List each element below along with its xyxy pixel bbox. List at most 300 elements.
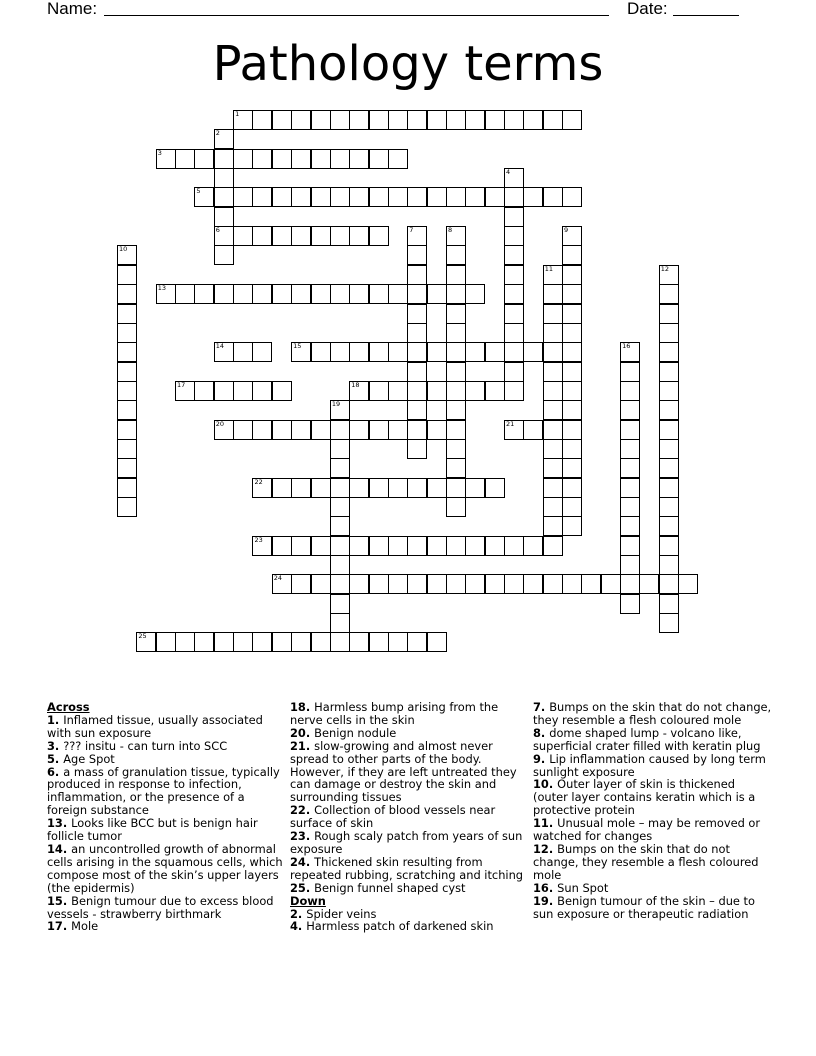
grid-cell[interactable] — [349, 342, 369, 362]
grid-cell[interactable] — [330, 574, 350, 594]
grid-cell[interactable] — [369, 187, 389, 207]
grid-cell[interactable] — [659, 342, 679, 362]
grid-cell[interactable] — [562, 304, 582, 324]
grid-cell[interactable] — [214, 149, 234, 169]
grid-cell[interactable] — [117, 245, 137, 265]
grid-cell[interactable] — [543, 458, 563, 478]
grid-cell[interactable] — [446, 265, 466, 285]
grid-cell[interactable] — [272, 574, 292, 594]
grid-cell[interactable] — [407, 381, 427, 401]
grid-cell[interactable] — [272, 381, 292, 401]
grid-cell[interactable] — [214, 168, 234, 188]
grid-cell[interactable] — [504, 207, 524, 227]
grid-cell[interactable] — [407, 478, 427, 498]
grid-cell[interactable] — [330, 594, 350, 614]
grid-cell[interactable] — [233, 110, 253, 130]
grid-cell[interactable] — [504, 381, 524, 401]
grid-cell[interactable] — [562, 362, 582, 382]
grid-cell[interactable] — [272, 632, 292, 652]
grid-cell[interactable] — [369, 342, 389, 362]
grid-cell[interactable] — [117, 400, 137, 420]
grid-cell[interactable] — [562, 497, 582, 517]
grid-cell[interactable] — [562, 381, 582, 401]
grid-cell[interactable] — [620, 400, 640, 420]
grid-cell[interactable] — [136, 632, 156, 652]
grid-cell[interactable] — [620, 555, 640, 575]
grid-cell[interactable] — [214, 129, 234, 149]
grid-cell[interactable] — [427, 420, 447, 440]
grid-cell[interactable] — [233, 381, 253, 401]
grid-cell[interactable] — [446, 400, 466, 420]
grid-cell[interactable] — [543, 304, 563, 324]
grid-cell[interactable] — [659, 613, 679, 633]
grid-cell[interactable] — [291, 632, 311, 652]
grid-cell[interactable] — [117, 439, 137, 459]
grid-cell[interactable] — [272, 149, 292, 169]
grid-cell[interactable] — [117, 362, 137, 382]
grid-cell[interactable] — [407, 420, 427, 440]
grid-cell[interactable] — [504, 323, 524, 343]
grid-cell[interactable] — [659, 574, 679, 594]
grid-cell[interactable] — [233, 420, 253, 440]
grid-cell[interactable] — [214, 284, 234, 304]
grid-cell[interactable] — [639, 574, 659, 594]
grid-cell[interactable] — [117, 420, 137, 440]
grid-cell[interactable] — [117, 304, 137, 324]
grid-cell[interactable] — [252, 478, 272, 498]
grid-cell[interactable] — [543, 284, 563, 304]
grid-cell[interactable] — [523, 187, 543, 207]
grid-cell[interactable] — [485, 381, 505, 401]
grid-cell[interactable] — [330, 439, 350, 459]
grid-cell[interactable] — [620, 516, 640, 536]
grid-cell[interactable] — [330, 613, 350, 633]
grid-cell[interactable] — [407, 245, 427, 265]
grid-cell[interactable] — [407, 362, 427, 382]
grid-cell[interactable] — [543, 381, 563, 401]
grid-cell[interactable] — [330, 342, 350, 362]
grid-cell[interactable] — [369, 381, 389, 401]
grid-cell[interactable] — [504, 284, 524, 304]
grid-cell[interactable] — [659, 362, 679, 382]
grid-cell[interactable] — [446, 304, 466, 324]
grid-cell[interactable] — [388, 632, 408, 652]
grid-cell[interactable] — [562, 420, 582, 440]
grid-cell[interactable] — [311, 574, 331, 594]
grid-cell[interactable] — [446, 574, 466, 594]
grid-cell[interactable] — [388, 187, 408, 207]
grid-cell[interactable] — [659, 265, 679, 285]
grid-cell[interactable] — [407, 536, 427, 556]
grid-cell[interactable] — [233, 149, 253, 169]
grid-cell[interactable] — [562, 226, 582, 246]
grid-cell[interactable] — [562, 245, 582, 265]
grid-cell[interactable] — [369, 226, 389, 246]
grid-cell[interactable] — [620, 594, 640, 614]
grid-cell[interactable] — [427, 478, 447, 498]
grid-cell[interactable] — [349, 381, 369, 401]
grid-cell[interactable] — [427, 574, 447, 594]
grid-cell[interactable] — [407, 187, 427, 207]
grid-cell[interactable] — [194, 284, 214, 304]
grid-cell[interactable] — [272, 110, 292, 130]
grid-cell[interactable] — [330, 110, 350, 130]
grid-cell[interactable] — [562, 342, 582, 362]
grid-cell[interactable] — [427, 632, 447, 652]
grid-cell[interactable] — [620, 574, 640, 594]
grid-cell[interactable] — [388, 381, 408, 401]
grid-cell[interactable] — [465, 342, 485, 362]
grid-cell[interactable] — [562, 284, 582, 304]
grid-cell[interactable] — [214, 226, 234, 246]
grid-cell[interactable] — [330, 149, 350, 169]
grid-cell[interactable] — [407, 304, 427, 324]
grid-cell[interactable] — [369, 420, 389, 440]
grid-cell[interactable] — [620, 478, 640, 498]
grid-cell[interactable] — [562, 323, 582, 343]
grid-cell[interactable] — [659, 516, 679, 536]
grid-cell[interactable] — [117, 458, 137, 478]
grid-cell[interactable] — [407, 323, 427, 343]
grid-cell[interactable] — [214, 187, 234, 207]
grid-cell[interactable] — [465, 187, 485, 207]
grid-cell[interactable] — [446, 187, 466, 207]
grid-cell[interactable] — [330, 226, 350, 246]
grid-cell[interactable] — [252, 110, 272, 130]
grid-cell[interactable] — [117, 381, 137, 401]
grid-cell[interactable] — [291, 420, 311, 440]
grid-cell[interactable] — [620, 536, 640, 556]
grid-cell[interactable] — [427, 342, 447, 362]
grid-cell[interactable] — [291, 574, 311, 594]
grid-cell[interactable] — [446, 458, 466, 478]
grid-cell[interactable] — [562, 400, 582, 420]
grid-cell[interactable] — [291, 226, 311, 246]
grid-cell[interactable] — [465, 110, 485, 130]
grid-cell[interactable] — [446, 362, 466, 382]
grid-cell[interactable] — [117, 497, 137, 517]
grid-cell[interactable] — [175, 149, 195, 169]
grid-cell[interactable] — [214, 420, 234, 440]
grid-cell[interactable] — [601, 574, 621, 594]
grid-cell[interactable] — [369, 284, 389, 304]
grid-cell[interactable] — [562, 478, 582, 498]
grid-cell[interactable] — [620, 458, 640, 478]
grid-cell[interactable] — [233, 342, 253, 362]
grid-cell[interactable] — [659, 478, 679, 498]
grid-cell[interactable] — [214, 245, 234, 265]
grid-cell[interactable] — [562, 187, 582, 207]
grid-cell[interactable] — [446, 284, 466, 304]
grid-cell[interactable] — [504, 420, 524, 440]
grid-cell[interactable] — [562, 574, 582, 594]
grid-cell[interactable] — [659, 381, 679, 401]
grid-cell[interactable] — [291, 342, 311, 362]
grid-cell[interactable] — [311, 149, 331, 169]
grid-cell[interactable] — [504, 342, 524, 362]
grid-cell[interactable] — [427, 187, 447, 207]
grid-cell[interactable] — [504, 536, 524, 556]
grid-cell[interactable] — [369, 478, 389, 498]
grid-cell[interactable] — [465, 574, 485, 594]
grid-cell[interactable] — [659, 555, 679, 575]
grid-cell[interactable] — [214, 632, 234, 652]
grid-cell[interactable] — [291, 110, 311, 130]
grid-cell[interactable] — [620, 439, 640, 459]
grid-cell[interactable] — [659, 400, 679, 420]
grid-cell[interactable] — [330, 632, 350, 652]
grid-cell[interactable] — [388, 110, 408, 130]
grid-cell[interactable] — [194, 149, 214, 169]
grid-cell[interactable] — [311, 187, 331, 207]
grid-cell[interactable] — [678, 574, 698, 594]
grid-cell[interactable] — [349, 226, 369, 246]
grid-cell[interactable] — [523, 110, 543, 130]
grid-cell[interactable] — [543, 400, 563, 420]
grid-cell[interactable] — [543, 110, 563, 130]
grid-cell[interactable] — [523, 536, 543, 556]
grid-cell[interactable] — [446, 323, 466, 343]
grid-cell[interactable] — [504, 265, 524, 285]
grid-cell[interactable] — [485, 478, 505, 498]
grid-cell[interactable] — [311, 536, 331, 556]
grid-cell[interactable] — [659, 323, 679, 343]
grid-cell[interactable] — [369, 574, 389, 594]
grid-cell[interactable] — [291, 284, 311, 304]
grid-cell[interactable] — [659, 439, 679, 459]
grid-cell[interactable] — [175, 632, 195, 652]
grid-cell[interactable] — [388, 536, 408, 556]
grid-cell[interactable] — [465, 284, 485, 304]
grid-cell[interactable] — [349, 420, 369, 440]
grid-cell[interactable] — [543, 516, 563, 536]
grid-cell[interactable] — [446, 342, 466, 362]
grid-cell[interactable] — [117, 284, 137, 304]
grid-cell[interactable] — [330, 516, 350, 536]
grid-cell[interactable] — [388, 149, 408, 169]
grid-cell[interactable] — [252, 149, 272, 169]
grid-cell[interactable] — [543, 342, 563, 362]
grid-cell[interactable] — [311, 478, 331, 498]
grid-cell[interactable] — [446, 497, 466, 517]
grid-cell[interactable] — [485, 574, 505, 594]
grid-cell[interactable] — [427, 284, 447, 304]
grid-cell[interactable] — [504, 574, 524, 594]
grid-cell[interactable] — [330, 284, 350, 304]
name-field[interactable] — [104, 15, 609, 16]
grid-cell[interactable] — [272, 226, 292, 246]
grid-cell[interactable] — [543, 187, 563, 207]
grid-cell[interactable] — [446, 536, 466, 556]
grid-cell[interactable] — [349, 574, 369, 594]
grid-cell[interactable] — [659, 304, 679, 324]
grid-cell[interactable] — [620, 497, 640, 517]
grid-cell[interactable] — [523, 420, 543, 440]
grid-cell[interactable] — [427, 110, 447, 130]
grid-cell[interactable] — [194, 632, 214, 652]
grid-cell[interactable] — [156, 149, 176, 169]
grid-cell[interactable] — [311, 420, 331, 440]
grid-cell[interactable] — [330, 497, 350, 517]
grid-cell[interactable] — [504, 168, 524, 188]
grid-cell[interactable] — [562, 265, 582, 285]
grid-cell[interactable] — [252, 284, 272, 304]
grid-cell[interactable] — [369, 149, 389, 169]
grid-cell[interactable] — [330, 555, 350, 575]
grid-cell[interactable] — [543, 574, 563, 594]
grid-cell[interactable] — [543, 536, 563, 556]
grid-cell[interactable] — [620, 381, 640, 401]
grid-cell[interactable] — [659, 536, 679, 556]
grid-cell[interactable] — [349, 149, 369, 169]
grid-cell[interactable] — [252, 381, 272, 401]
grid-cell[interactable] — [311, 110, 331, 130]
grid-cell[interactable] — [446, 439, 466, 459]
grid-cell[interactable] — [504, 110, 524, 130]
grid-cell[interactable] — [272, 478, 292, 498]
grid-cell[interactable] — [349, 632, 369, 652]
grid-cell[interactable] — [388, 342, 408, 362]
grid-cell[interactable] — [388, 574, 408, 594]
grid-cell[interactable] — [659, 594, 679, 614]
grid-cell[interactable] — [543, 420, 563, 440]
grid-cell[interactable] — [349, 478, 369, 498]
grid-cell[interactable] — [156, 632, 176, 652]
grid-cell[interactable] — [272, 536, 292, 556]
grid-cell[interactable] — [330, 536, 350, 556]
grid-cell[interactable] — [252, 632, 272, 652]
grid-cell[interactable] — [117, 265, 137, 285]
grid-cell[interactable] — [659, 420, 679, 440]
grid-cell[interactable] — [156, 284, 176, 304]
grid-cell[interactable] — [252, 420, 272, 440]
grid-cell[interactable] — [446, 420, 466, 440]
grid-cell[interactable] — [659, 497, 679, 517]
grid-cell[interactable] — [562, 458, 582, 478]
grid-cell[interactable] — [369, 110, 389, 130]
grid-cell[interactable] — [543, 265, 563, 285]
grid-cell[interactable] — [233, 284, 253, 304]
grid-cell[interactable] — [523, 574, 543, 594]
grid-cell[interactable] — [504, 304, 524, 324]
grid-cell[interactable] — [117, 478, 137, 498]
grid-cell[interactable] — [620, 420, 640, 440]
grid-cell[interactable] — [543, 362, 563, 382]
grid-cell[interactable] — [485, 187, 505, 207]
grid-cell[interactable] — [311, 226, 331, 246]
grid-cell[interactable] — [407, 400, 427, 420]
grid-cell[interactable] — [311, 342, 331, 362]
grid-cell[interactable] — [581, 574, 601, 594]
grid-cell[interactable] — [446, 110, 466, 130]
grid-cell[interactable] — [620, 362, 640, 382]
grid-cell[interactable] — [349, 536, 369, 556]
grid-cell[interactable] — [446, 245, 466, 265]
grid-cell[interactable] — [407, 632, 427, 652]
grid-cell[interactable] — [407, 226, 427, 246]
grid-cell[interactable] — [465, 381, 485, 401]
grid-cell[interactable] — [233, 632, 253, 652]
grid-cell[interactable] — [330, 187, 350, 207]
grid-cell[interactable] — [620, 342, 640, 362]
grid-cell[interactable] — [291, 149, 311, 169]
grid-cell[interactable] — [388, 420, 408, 440]
grid-cell[interactable] — [252, 536, 272, 556]
grid-cell[interactable] — [194, 381, 214, 401]
grid-cell[interactable] — [252, 342, 272, 362]
grid-cell[interactable] — [427, 536, 447, 556]
grid-cell[interactable] — [543, 323, 563, 343]
grid-cell[interactable] — [272, 187, 292, 207]
grid-cell[interactable] — [465, 536, 485, 556]
grid-cell[interactable] — [349, 110, 369, 130]
grid-cell[interactable] — [427, 381, 447, 401]
grid-cell[interactable] — [194, 187, 214, 207]
grid-cell[interactable] — [214, 342, 234, 362]
grid-cell[interactable] — [311, 284, 331, 304]
grid-cell[interactable] — [330, 420, 350, 440]
grid-cell[interactable] — [485, 342, 505, 362]
grid-cell[interactable] — [175, 284, 195, 304]
grid-cell[interactable] — [446, 381, 466, 401]
grid-cell[interactable] — [562, 110, 582, 130]
grid-cell[interactable] — [330, 400, 350, 420]
grid-cell[interactable] — [330, 458, 350, 478]
grid-cell[interactable] — [291, 478, 311, 498]
grid-cell[interactable] — [369, 536, 389, 556]
grid-cell[interactable] — [330, 478, 350, 498]
grid-cell[interactable] — [214, 381, 234, 401]
grid-cell[interactable] — [407, 342, 427, 362]
grid-cell[interactable] — [349, 187, 369, 207]
grid-cell[interactable] — [465, 478, 485, 498]
grid-cell[interactable] — [504, 226, 524, 246]
grid-cell[interactable] — [291, 536, 311, 556]
grid-cell[interactable] — [388, 478, 408, 498]
grid-cell[interactable] — [562, 516, 582, 536]
grid-cell[interactable] — [407, 574, 427, 594]
grid-cell[interactable] — [504, 245, 524, 265]
grid-cell[interactable] — [659, 458, 679, 478]
grid-cell[interactable] — [407, 284, 427, 304]
grid-cell[interactable] — [311, 632, 331, 652]
grid-cell[interactable] — [446, 478, 466, 498]
grid-cell[interactable] — [543, 497, 563, 517]
grid-cell[interactable] — [407, 439, 427, 459]
grid-cell[interactable] — [504, 187, 524, 207]
grid-cell[interactable] — [214, 207, 234, 227]
grid-cell[interactable] — [388, 284, 408, 304]
grid-cell[interactable] — [349, 284, 369, 304]
grid-cell[interactable] — [485, 536, 505, 556]
grid-cell[interactable] — [523, 342, 543, 362]
grid-cell[interactable] — [562, 439, 582, 459]
grid-cell[interactable] — [659, 284, 679, 304]
grid-cell[interactable] — [407, 110, 427, 130]
grid-cell[interactable] — [175, 381, 195, 401]
grid-cell[interactable] — [543, 439, 563, 459]
grid-cell[interactable] — [272, 420, 292, 440]
grid-cell[interactable] — [117, 342, 137, 362]
grid-cell[interactable] — [485, 110, 505, 130]
grid-cell[interactable] — [407, 265, 427, 285]
grid-cell[interactable] — [272, 284, 292, 304]
grid-cell[interactable] — [504, 362, 524, 382]
grid-cell[interactable] — [446, 226, 466, 246]
grid-cell[interactable] — [369, 632, 389, 652]
grid-cell[interactable] — [543, 478, 563, 498]
grid-cell[interactable] — [233, 226, 253, 246]
